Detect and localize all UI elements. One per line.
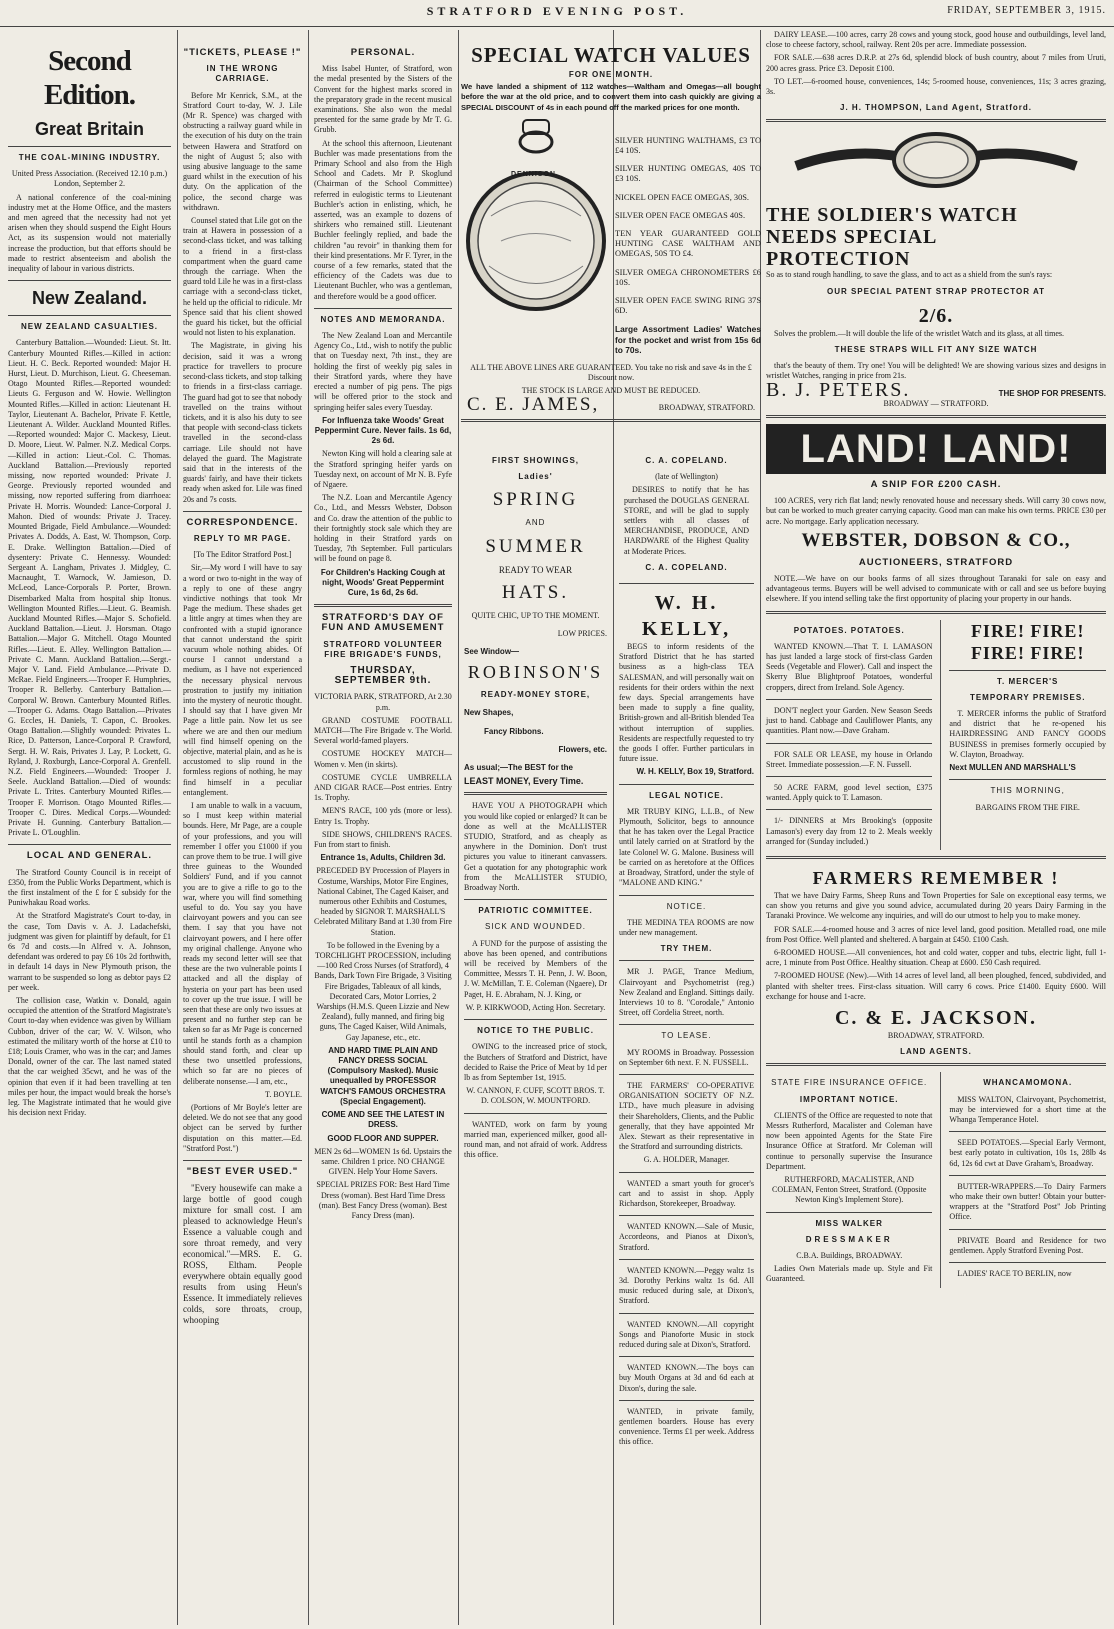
watch-item: NICKEL OPEN FACE OMEGAS, 30S.	[615, 192, 750, 202]
walker-body: Ladies Own Materials made up. Style and Fit Guaranteed.	[766, 1264, 933, 1284]
watch-ladies: Large Assortment Ladies' Watches for the pocket and wrist from 15s 6d to 70s.	[615, 324, 761, 355]
fun-item-6: Entrance 1s, Adults, Children 3d.	[320, 853, 446, 863]
fun-subheading: STRATFORD VOLUNTEER FIRE BRIGADE'S FUNDS,	[323, 639, 443, 659]
watch-item: SILVER OMEGA CHRONOMETERS £6 10S.	[615, 267, 761, 287]
fire-office-signature: RUTHERFORD, MACALISTER, AND COLEMAN, Fenton Street, Stratford. (Opposite Newton King's Implement Store).	[771, 1174, 927, 1205]
wanted-6: WANTED, in private family, gentlemen boarders. House has every convenience. Terms £1 per week. Address this office.	[619, 1406, 754, 1447]
coal-byline: United Press Association. (Received 12.10 p.m.) London, September 2.	[11, 169, 168, 189]
column-2	[183, 30, 302, 1625]
land-heading: LAND! LAND!	[766, 424, 1106, 474]
column-5	[619, 446, 754, 1625]
watch-item: SILVER OPEN FACE OMEGAS 40S.	[615, 210, 746, 220]
kelly-signature: W. H. KELLY, Box 19, Stratford.	[636, 767, 754, 777]
fun-date: THURSDAY, SEPTEMBER 9th.	[334, 664, 432, 687]
wanted-5: WANTED KNOWN.—The boys can buy Mouth Organs at 3d and 6d each at Dixon's, during the sale.	[619, 1363, 754, 1393]
land-subheading: A SNIP FOR £200 CASH.	[870, 479, 1002, 491]
coal-body: A national conference of the coal-mining industry met at the Home Office, and the masters and men agreed that the necessity had not yet arisen when they should suspend the Eight Hours Act, as its suspension would not materially increase the production, but that efforts should be made to restrict absenteeism and abolish the inequality of labour in various districts.	[8, 192, 171, 274]
dairy-lease: DAIRY LEASE.—100 acres, carry 28 cows and young stock, good house and outbuildings, level land, close to cheese factory, school, railway. Rent 20s per acre. Immediate possession.	[766, 30, 1106, 50]
robinsons-low: LOW PRICES.	[557, 628, 607, 638]
page-medium-ad: MR J. PAGE, Trance Medium, Clairvoyant and Psychometrist (reg.) New Zealand and England. Sittings daily. Interviews 10 to 8. "Corodale," Antonio Street, off Cordelia Street, north.	[619, 967, 754, 1018]
farmers-sale-2: 6-ROOMED HOUSE.—All conveniences, hot and cold water, copper and tubs, electric light, full 1-acre, 1 minute from Post Office. Healthy situation. Cheap at £600. £50 Cash required.	[766, 947, 1106, 968]
potatoes-heading: POTATOES. POTATOES.	[793, 625, 905, 635]
column-rule	[458, 30, 459, 1625]
personal-body-1: Miss Isabel Hunter, of Stratford, won the medal presented by the Sisters of the Convent for the highest marks scored in the preparatory grade in the recent musical examinations. She also won the medal presented for the same grade by Mr T. G. Grubb.	[314, 64, 452, 135]
walker-address: C.B.A. Buildings, BROADWAY.	[796, 1251, 903, 1260]
nz-heading: New Zealand.	[31, 288, 148, 309]
mercer-next: Next MULLEN AND MARSHALL'S	[949, 763, 1076, 773]
mercer-heading: T. MERCER'S	[997, 676, 1059, 686]
ladies-race-ad: LADIES' RACE TO BERLIN, now	[957, 1269, 1072, 1278]
watch-item: TEN YEAR GUARANTEED GOLD HUNTING CASE WALTHAM AND OMEGAS, 50S TO £4.	[615, 229, 761, 259]
column-1	[8, 30, 171, 1625]
strap-price: 2/6.	[918, 304, 954, 327]
walker-name: MISS WALKER	[815, 1218, 883, 1228]
robinsons-chic: QUITE CHIC, UP TO THE MOMENT.	[471, 610, 600, 620]
fun-item-1: GRAND COSTUME FOOTBALL MATCH—The Fire Brigade v. The World. Several world-famed players.	[314, 715, 452, 746]
column-rule	[177, 30, 178, 1625]
fun-procession: PRECEDED BY Procession of Players in Costume, Warships, Motor Fire Engines, National Cabinet, The Caged Kaiser, and numerous other Exhibits and Costumes, headed by SIGNOR T. MARSHALL'S Celebrated Military Band at 1.30 from Fire Station.	[314, 866, 452, 937]
patriotic-subheading: SICK AND WOUNDED.	[484, 922, 586, 932]
wanted-4: WANTED KNOWN.—All copyright Songs and Pianoforte Music in stock reduced during sale at Dixon's, Stratford.	[619, 1319, 754, 1349]
soldier-heading-2: NEEDS SPECIAL	[766, 226, 938, 249]
farmers-heading: FARMERS REMEMBER !	[812, 867, 1060, 888]
strap-body: Solves the problem.—It will double the life of the wristlet Watch and its glass, at all times.	[774, 328, 1065, 338]
farmers-sale-3: 7-ROOMED HOUSE (New).—With 14 acres of level land, all been ploughed, fenced, subdivided, and planted with shelter trees. First-class situation. Will carry 6 cows. Price £1400. Equity £600. Will exchange for house and 1-acre.	[766, 971, 1106, 1001]
fire-office-heading: STATE FIRE INSURANCE OFFICE.	[771, 1078, 928, 1088]
fun-dress: AND HARD TIME PLAIN AND FANCY DRESS SOCIAL (Compulsory Masked). Music unequalled by PROFESSOR WATCH'S FAMOUS ORCHESTRA (Special Engagement).	[320, 1045, 446, 1106]
copeland-sub: (late of Wellington)	[655, 472, 718, 482]
robinsons-ribbons: Fancy Ribbons.	[484, 726, 544, 736]
robinsons-store: READY-MONEY STORE,	[480, 690, 591, 700]
best-ever-body: "Every housewife can make a large bottle of good cough mixture for small cost. I am pleased to acknowledge Heun's Essence a valuable cough and sore throat remedy, and very economical."—MRS. E. G. ROSS, Eltham. People everywhere obtain equally good results from using Heun's Essence. It immediately relieves colds, sore throats, croup, whooping	[183, 1183, 302, 1326]
correspondence-note: (Portions of Mr Boyle's letter are deleted. We do not see that any good object can be served by further disputation on this matter.—Ed. "Stratford Post.")	[183, 1102, 302, 1153]
great-britain-heading: Great Britain	[34, 119, 145, 139]
bottom-right-subcolumn	[949, 1072, 1106, 1287]
tickets-body-3: The Magistrate, in giving his decision, said it was a wrong practice for travellers to procure second-class tickets, and stop talking to friends in a first-class carriage. The guard had got to see that nobody travelled on the trains without tickets, and it is also his duty to see that people with second-class tickets travelled in the second-class carriage. Lile should not have delayed the guard. The Magistrate said that in the interests of the guards' fairly, and have their tickets ready when asked for. Lile was fined 20s and 7s costs.	[183, 341, 302, 504]
correspondence-heading: CORRESPONDENCE.	[186, 516, 299, 528]
medina-notice: THE MEDINA TEA ROOMS are now under new management.	[619, 917, 754, 937]
dinners-ad: 1/- DINNERS at Mrs Brooking's (opposite Lamason's) every day from 12 to 2. Meals weekly arranged for (Sunday included.)	[766, 816, 933, 846]
strap-heading: OUR SPECIAL PATENT STRAP PROTECTOR AT	[826, 286, 1046, 296]
patriotic-heading: PATRIOTIC COMMITTEE.	[478, 906, 593, 916]
correspondence-signature: T. BOYLE.	[265, 1089, 302, 1099]
bargains-fire: BARGAINS FROM THE FIRE.	[975, 802, 1080, 812]
copeland-ad	[619, 446, 754, 584]
coop-signature: G. A. HOLDER, Manager.	[643, 1155, 730, 1165]
watch-price-list	[615, 136, 761, 363]
robinsons-see: See Window—	[464, 647, 520, 657]
farmers-sale-1: FOR SALE.—4-roomed house and 3 acres of nice level land, good position. Metalled road, one mile from Post Office. Well planted and sheltered. A bargain at £450. £100 Cash.	[766, 924, 1106, 944]
webster-subheading: AUCTIONEERS, STRATFORD	[858, 556, 1014, 568]
column-3	[314, 30, 452, 1625]
robinsons-name: ROBINSON'S	[467, 662, 604, 683]
personal-heading: PERSONAL.	[350, 47, 416, 58]
robinsons-spring: SPRING	[492, 489, 579, 511]
notes-body-2: Newton King will hold a clearing sale at the Stratford springing heifer yards on Tuesday next, on account of Mr N. B. Fyfe of Ngaere.	[314, 449, 452, 489]
peters-tagline: THE SHOP FOR PRESENTS.	[998, 388, 1106, 398]
tickets-subheading: IN THE WRONG CARRIAGE.	[206, 64, 279, 84]
mid-split	[766, 620, 1106, 850]
for-sale-block: FOR SALE.—638 acres D.R.P. at 27s 6d, splendid block of bush country, about 7 miles from Uruti, 200 acres grass. Price £3. Deposit £100.	[766, 53, 1106, 73]
peters-address: BROADWAY — STRATFORD.	[883, 398, 989, 408]
copeland-body: DESIRES to notify that he has purchased the DOUGLAS GENERAL STORE, and will be glad to supply settlers with all classes of MERCHANDISE, PRODUCE, AND HARDWARE of the Highest Quality at Moderate Prices.	[624, 485, 749, 556]
robinsons-shapes: New Shapes,	[464, 708, 514, 718]
robinsons-first: FIRST SHOWINGS,	[492, 456, 579, 465]
tickets-heading: "TICKETS, PLEASE !"	[183, 47, 302, 58]
column-6	[766, 30, 1106, 1625]
soldier-body: So as to stand rough handling, to save the glass, and to act as a shield from the sun's rays:	[766, 270, 1053, 280]
column-rule	[308, 30, 309, 1625]
tickets-body-1: Before Mr Kenrick, S.M., at the Stratford Court to-day, W. J. Lile (Mr R. Spence) was charged with obstructing a railway guard while in the execution of his duty on the train between Hawera and Stratford on the night of August 5; also with using abusive language to the same guard whilst in the execution of his duty. On the application of the police, the second charge was withdrawn.	[183, 90, 302, 212]
mercer-body: T. MERCER informs the public of Stratford and district that he re-opened his HAIRDRESSING AND FANCY GOODS BUSINESS in premises formerly occupied by W. Clayton, Broadway.	[949, 709, 1106, 759]
fire-office-notice: IMPORTANT NOTICE.	[799, 1094, 899, 1104]
fun-item-5: SIDE SHOWS, CHILDREN'S RACES. Fun from start to finish.	[314, 829, 452, 850]
robinsons-hats: HATS.	[501, 581, 570, 603]
kelly-body: BEGS to inform residents of the Stratford District that he has started business as a high-class TEA SALESMAN, and will personally wait on residents for their orders within the next few days. Special arrangements have been made to supply a fine quality, British-grown and all-British blended Tea without interruption of supplies. Residents are respectfully requested to try the goods I offer. Further particulars in future issue.	[619, 642, 754, 764]
wristwatch-image	[766, 128, 1106, 198]
land-body: 100 ACRES, very rich flat land; newly renovated house and necessary sheds. Will carry 30 cows now, but can be worked to much greater carrying capacity. Good man can make his own terms. PRICE £30 per acre. No mortgage. Early application necessary.	[766, 496, 1106, 526]
fun-floor: GOOD FLOOR AND SUPPER.	[327, 1133, 439, 1143]
legal-heading: LEGAL NOTICE.	[649, 790, 724, 800]
notes-ad-2: For Children's Hacking Cough at night, Woods' Great Peppermint Cure, 1s 6d, 2s 6d.	[320, 567, 446, 597]
fire-office-body: CLIENTS of the Office are requested to note that Messrs Rutherford, Macalister and Coleman have now been appointed Agents for the State Fire Insurance Office at Stratford. Mr Coleman will continue to personally supervise the Insurance Department.	[766, 1110, 933, 1171]
left-subcolumn	[766, 620, 932, 850]
webster-name: WEBSTER, DOBSON & CO.,	[801, 529, 1071, 551]
fun-heading: STRATFORD'S DAY OF FUN AND AMUSEMENT	[321, 612, 445, 634]
casualties-body: Canterbury Battalion.—Wounded: Lieut. St. Itt. Canterbury Mounted Rifles.—Killed in action: Lieut. H. C. Beck. Reported wounded: Major H. Hurst, Lieut. D. Murchison, Lieut. G. Cheeseman. Otago Mounted Rifles.—Reported wounded: Lieuts G. Ferguson and W. Howie. Wellington Mounted Rifles.—Killed in action: Lieutenant H. Taylor, Lieutenant A. Bachelor, Private F. Kettle, Lieutenant A. Wilder. Auckland Mounted Rifles.—Reported wounded: Major C. Mackesy, Lieut. D. Moore, Lieut. W. Palmer. N.Z. Medical Corps.—Killed in action: Lieut.-Col. C. Thomas. Auckland Battalion.—Previously reported missing, now reported wounded: Private J. George. Previously reported wounded and missing, now reported suffering from diarrhoea: Private H. Morris. Wounded: Lance-Corporal J. Mahon. Died of wounds: Private J. Tracey. Mounted Brigade, Field Ambulance.—Wounded: Privates A. Dodds, A. East, W. Thompson, Corp. E. Drake. Wellington Battalion.—Died of dysentery: Private C. Hennessy. Wounded: Sergeant A. Langham, Privates J. Midgley, C. Macnaught, T. Warnock, W. Jamieson, D. McLeod, Lance-Corporals P. Porter, Brown. Disembarked Malta from hospital ship Itonus. Wellington Mounted Rifles.—Lieut. G. Beamish. Auckland Mounted Rifles.—Major S. Schofield. Auckland Battalion.—Lieut. J. Horsman. Otago Battalion.—Major G. Mitchell. Otago Mounted Rifles.—Lieut. E. Alley. Wellington Battalion.—Private C. Mann. Auckland Battalion.—Sergt.-Major V. Land. Field Ambulance.—Private D. McRae. Field Engineers.—Trooper F. Humphries, Trooper R. Bellerby. Canterbury Battalion.—Corporal W. Brown. Canterbury Mounted Rifles.—Trooper G. Adams. Otago Battalion.—Privates G. Eccles, H. Daniels, T. Capon, C. Brookes. Otago Battalion.—Slightly wounded: Privates L. Rice, D. Patterson, Lance-Corporal P. Crawford, Sergt. H. W. Rais, Privates J. Lay, P. Lockett, G. Ryland, J. Roxburgh, Lance-Corporal A. Grenfell. N.Z. Field Engineers.—Wounded: Trooper J. Seele. Auckland Battalion.—Died of wounds: Private L. Trites. Canterbury Mounted Rifles.—Trooper F. Morrison. Otago Mounted Rifles.—Trooper C. Dires. Medical Corps.—Wounded: Private H. Gunning. Canterbury Battalion.—Private L. O'Loughlin.	[8, 338, 171, 838]
to-lease-body: MY ROOMS in Broadway. Possession on September 6th next. F. N. FUSSELL.	[619, 1047, 754, 1067]
garden-ad: DON'T neglect your Garden. New Season Seeds just to hand. Cabbage and Cauliflower Plants, any quantities. Plant now.—Dave Graham.	[766, 705, 933, 736]
this-morning: THIS MORNING,	[990, 786, 1065, 796]
robinsons-ready: READY TO WEAR	[498, 564, 573, 575]
pocket-watch-image	[461, 116, 611, 351]
notes-body-1: The New Zealand Loan and Mercantile Agency Co., Ltd., wish to notify the public that on Tuesday next, 7th inst., they are holding the first of weekly pig sales in their Stratford yards, where they have erected a number of pig pens. The pigs will be offered prior to the stock and springing heifer sales every Tuesday.	[314, 331, 452, 412]
local-body-3: The collision case, Watkin v. Donald, again occupied the attention of the Stratford Magistrate's Court to-day when evidence was given by William Cubbon, driver of the car; W. V. Wilson, who estimated the military worth of the horse at £10 to £18; Louis Cramer, who was in the car; and James Donald, owner of the car. The last named stated that the car weighed 35cwt, and he was of the opinion that even if it had been travelling at ten miles per hour, the impact would break the horse's leg. The Magistrate intimated that he would give his decision next Friday.	[8, 996, 171, 1118]
robinsons-least: LEAST MONEY, Every Time.	[464, 776, 584, 787]
public-notice-signature: W. CANNON, F. CUFF, SCOTT BROS. T. D. COLSON, W. MOUNTFORD.	[466, 1086, 605, 1106]
peters-name: B. J. PETERS.	[766, 378, 911, 401]
fun-prizes: SPECIAL PRIZES FOR: Best Hard Time Dress (woman). Best Hard Time Dress (man). Best Fancy Dress (woman). Best Fancy Dress (man).	[316, 1180, 450, 1220]
wanted-2: WANTED KNOWN.—Sale of Music, Accordeons, and Pianos at Dixon's, Stratford.	[619, 1222, 754, 1252]
soldier-heading-1: THE SOLDIER'S WATCH	[766, 204, 1018, 227]
watch-heading: SPECIAL WATCH VALUES	[471, 43, 751, 67]
mercer-subheading: TEMPORARY PREMISES.	[969, 692, 1086, 702]
notes-heading: NOTES AND MEMORANDA.	[320, 314, 446, 324]
bottom-left-subcolumn	[766, 1072, 932, 1287]
whanga-heading: WHANCAMOMONA.	[983, 1078, 1073, 1088]
copeland-signature: C. A. COPELAND.	[645, 562, 728, 572]
acre-farm: 50 ACRE FARM, good level section, £375 wanted. Apply quick to T. Lamason.	[766, 782, 933, 803]
studio-ad: HAVE YOU A PHOTOGRAPH which you would like copied or enlarged? It can be done as well at the McALLISTER STUDIO, Stratford, and as cheaply as anywhere in the Dominion. Don't trust pictures you value to itinerant canvassers. Get a quotation for any photographic work from the McALLISTER STUDIO, Broadway North.	[464, 801, 607, 893]
best-ever-heading: "BEST EVER USED."	[186, 1165, 299, 1177]
casualties-heading: NEW ZEALAND CASUALTIES.	[20, 322, 159, 332]
to-let-houses: TO LET.—6-roomed house, conveniences, 14s; 5-roomed house, conveniences, 11s; 3 acres grazing, 3s.	[766, 76, 1106, 97]
bottom-split	[766, 1072, 1106, 1287]
webster-body: NOTE.—We have on our books farms of all sizes throughout Taranaki for sale on easy and advantageous terms. Buyers will be well advised to communicate with or call and see us before buying elsewhere. If you intend selling take the first opportunity of placing your property in our hands.	[766, 574, 1106, 604]
medina-sub: TRY THEM.	[660, 944, 713, 954]
notes-ad-1: For Influenza take Woods' Great Peppermint Cure. Never fails. 1s 6d, 2s 6d.	[314, 415, 452, 446]
watch-brand: DENNISON	[511, 170, 556, 178]
issue-date: FRIDAY, SEPTEMBER 3, 1915.	[947, 5, 1106, 16]
to-lease-heading: TO LEASE.	[661, 1031, 712, 1041]
notice-heading: NOTICE.	[666, 901, 707, 911]
fun-evening: To be followed in the Evening by a TORCHLIGHT PROCESSION, including—100 Red Cross Nurses (of Stratford), 4 Bands, Dark Town Fire Brigade, 3 Visiting Fire Brigades, Tableaux of all kinds, Decorated Cars, Motor Lorries, 2 Warships (H.M.S. Queen Lizzie and New Zealand), fully manned, and firing big guns, The Caged Kaiser, Wild Animals, Gay Japanese, etc., etc.	[314, 940, 452, 1042]
correspondence-body-1: Sir,—My word I will have to say a word or two to-night in the way of a reply to one of these angry vindictive nothings that took Mr Page the medium. These shades get a little angry at times when they are confronted with a stupid ignorance that cannot understand the spirit vacuum whole nothing abides. Of course I cannot understand a medium, as I have not experienced the necessary physical nervous prostration to justify my initiation into the mystery of neurotic thought. I should say that I have given Mr Page a little pain. Now let us see where we are and then our medium will find himself opening on the objective, material plain, and as he is accustomed to slip round in the formless regions of nothing, he may find himself in a peculiar entanglement.	[183, 563, 302, 797]
patriotic-body: A FUND for the purpose of assisting the above has been opened, and contributions will be received by Members of the Committee, Messrs T. H. Penn, J. W. Boon, J. W. McMillan, T. E. Coleman (Ngaere), Dr Paget, H. E. Abraham, N. J. King, or	[464, 938, 607, 999]
coal-heading: THE COAL-MINING INDUSTRY.	[18, 153, 161, 162]
soldier-heading-3: PROTECTION	[766, 248, 911, 271]
watch-item: SILVER HUNTING WALTHAMS, £3 TO £4 10S.	[615, 135, 761, 156]
watch-firm: C. E. JAMES,	[467, 393, 600, 415]
watch-subheading: FOR ONE MONTH.	[568, 70, 654, 79]
robinsons-flowers: Flowers, etc.	[558, 744, 607, 754]
watch-item: SILVER OPEN FACE SWING RING 37S 6D.	[615, 296, 761, 316]
tickets-body-2: Counsel stated that Lile got on the train at Hawera in possession of a second-class ticket, and was talking to a friend in a first-class compartment when the guard came through the carriage. When the guard told Lile he was in a first-class carriage with a second-class ticket, he held up the official to ridicule. Mr Spence said that his client showed the guard his ticket, but the official would not listen to his explanation.	[183, 216, 302, 338]
legal-body: MR TRUBY KING, L.L.B., of New Plymouth, Solicitor, begs to announce that he has taken over the Legal Practice until lately carried on at Stratford by the late Colonel W. G. Malone. Business will be carried on as heretofore at the Offices at Broadway, Stratford, under the style of "MALONE AND KING."	[619, 806, 754, 888]
watch-guarantee: ALL THE ABOVE LINES ARE GUARANTEED. You take no risk and save 4s in the £ Discount now.	[470, 363, 752, 383]
personal-body-2: At the school this afternoon, Lieutenant Buchler was made presentations from the Primary School and also from the High School and Cadets. Mr P. Skoglund (Chairman of the School Committee) referred in eulogistic terms to Lieutenant Buchler's action in enlisting, which, he asserted, was an example to dozens of shirkers who remained still. Lieutenant Buchler feelingly replied, and bade the children "au revoir" in thanking them for their kind presentations. Mr F. Tyrer, in the course of a few remarks, stated that the efficiency of the Cadets was due to Lieutenant Buchler, who was a gentleman, and therefore would be a good officer.	[314, 138, 452, 301]
wanted-farm-work: WANTED, work on farm by young married man, experienced milker, good all-round man, and not afraid of work. Address this office.	[464, 1119, 607, 1160]
jackson-agents: LAND AGENTS.	[900, 1047, 972, 1057]
fun-latest: COME AND SEE THE LATEST IN DRESS.	[321, 1110, 445, 1130]
watch-stock: THE STOCK IS LARGE AND MUST BE REDUCED.	[521, 386, 701, 396]
local-heading: LOCAL AND GENERAL.	[26, 850, 153, 862]
correspondence-body-2: I am unable to walk in a vacuum, so I must keep within material bounds. Here, Mr Page, are a couple of your professions, and you will remember I offer you £1000 if you can prove them to be true. I will give three guineas to the Wounded Soldiers' Fund, and if you cannot you are to give a rifle to go to the war, where you will find something useful to do. You say you have clairvoyant powers and you can see them. I say that you have not clairvoyant powers, and I here offer my original challenge. Anyone who reads my second letter will see that these are the two vulnerable points I attacked and all the display of hysteria on your part has been used to cover up the true issue. I will be seen that these are only two issues at present and no further step can be taken so far as Mr Page is concerned until he stands forth as a champion should stand forth, and clear up these two unsettled professions, which so far are no pieces of deliberate nonsense.—I am, etc.,	[183, 801, 302, 1086]
notes-body-3: The N.Z. Loan and Mercantile Agency Co., Ltd., and Messrs Webster, Dobson and Co. draw the attention of the public to their fortnightly stock sale which they are holding in their Stratford yards on Tuesday, 7th September. Full particulars will be found on page 8.	[314, 493, 452, 564]
public-notice-heading: NOTICE TO THE PUBLIC.	[477, 1026, 594, 1036]
butter-wrappers-ad: BUTTER-WRAPPERS.—To Dairy Farmers who make their own butter! Obtain your butter-wrappers at the "Stratford Post" Job Printing Office.	[949, 1181, 1106, 1222]
coop-notice: THE FARMERS' CO-OPERATIVE ORGANISATION SOCIETY OF N.Z. LTD., have much pleasure in advising their Shareholders, Clients, and the Public generally, that they have appointed Mr Alex. Stewart as their representative in the Stratford and surrounding districts.	[619, 1080, 754, 1152]
fun-item-2: COSTUME HOCKEY MATCH—Women v. Men (in skirts).	[314, 749, 452, 769]
jackson-address: BROADWAY, STRATFORD.	[887, 1030, 985, 1040]
robinsons-and: AND	[525, 518, 546, 528]
fun-place: VICTORIA PARK, STRATFORD, At 2.30 p.m.	[314, 692, 452, 712]
strap-body-2: that's the beauty of them. Try one! You will be delighted! We are showing various sizes and designs in wristlet Watches, ranging in price from 21s.	[766, 361, 1106, 381]
farmers-body: That we have Dairy Farms, Sheep Runs and Town Properties for Sale on exceptional easy terms, we can show you returns and give you sound advice, accumulated during 20 years Dairy Farming in the Taranaki Province. We welcome any inquiries, and will do our utmost to help you to make money.	[766, 890, 1106, 921]
patriotic-signature: W. P. KIRKWOOD, Acting Hon. Secretary.	[465, 1002, 606, 1012]
wanted-1: WANTED a smart youth for grocer's cart and to assist in shop. Apply Richardson, Storekeeper, Broadway.	[619, 1178, 754, 1208]
watch-ad	[461, 42, 761, 428]
local-body-1: The Stratford County Council is in receipt of £350, from the Public Works Department, which is the first instalment of the £ for £ subsidy for the Puniwhakau Road works.	[8, 867, 171, 908]
walton-ad: MISS WALTON, Clairvoyant, Psychometrist, may be interviewed for a short time at the Whanga Temperance Hotel.	[949, 1094, 1106, 1124]
private-board-ad: PRIVATE Board and Residence for two gentlemen. Apply Stratford Evening Post.	[949, 1235, 1106, 1255]
fun-item-3: COSTUME CYCLE UMBRELLA AND CIGAR RACE—Post entries. Entry 1s. Trophy.	[314, 772, 452, 803]
fire-heading: FIRE! FIRE! FIRE! FIRE!	[970, 620, 1085, 663]
fun-admission: MEN 2s 6d—WOMEN 1s 6d. Upstairs the same. Children 1 price. NO CHANGE GIVEN. Help Your Home Savers.	[314, 1146, 452, 1177]
watch-item: SILVER HUNTING OMEGAS, 40S TO £3 10S.	[615, 164, 761, 184]
right-subcolumn	[949, 620, 1106, 850]
masthead	[0, 0, 1114, 27]
local-body-2: At the Stratford Magistrate's Court to-day, in the case, Tom Davis v. A. J. Ladachefski, judgment was given for plaintiff by default, for £1 6s 7d and costs.—In Alfred v. A. Johnson, defendant was ordered to pay £6 10s 2d forthwith, in default 14 days in New Plymouth prison, the warrant to be suspended so long as debtor pays £2 per week.	[8, 911, 171, 992]
seed-potatoes-ad: SEED POTATOES.—Special Early Vermont, best early potato in cultivation, 10s 1s, 28lb 4s 6d, 12s 6d cwt at Dave Graham's, Broadway.	[949, 1138, 1106, 1168]
watch-intro: We have landed a shipment of 112 watches—Waltham and Omegas—all bought before the war at the old price, and to convert them into cash quickly are giving a SPECIAL DISCOUNT of 4s in each pound off the marked prices for one month.	[461, 82, 761, 112]
thompson-agent: J. H. THOMPSON, Land Agent, Stratford.	[840, 103, 1032, 113]
kelly-name: W. H. KELLY,	[641, 592, 732, 641]
correspondence-to: [To The Editor Stratford Post.]	[193, 550, 292, 560]
robinsons-ad	[464, 450, 607, 1163]
wanted-3: WANTED KNOWN.—Peggy waltz 1s 3d. Dorothy Perkins waltz 1s 6d. All music reduced during sale, at Dixon's, Stratford.	[619, 1265, 754, 1306]
copeland-name: C. A. COPELAND.	[645, 456, 728, 465]
robinsons-usual: As usual;—The BEST for the	[464, 763, 573, 773]
strap-fit: THESE STRAPS WILL FIT ANY SIZE WATCH	[834, 345, 1038, 355]
jackson-name: C. & E. JACKSON.	[834, 1006, 1037, 1029]
fun-item-4: MEN'S RACE, 100 yds (more or less). Entry 1s. Trophy.	[314, 806, 452, 826]
edition-heading: Second Edition.	[43, 45, 136, 111]
correspondence-subheading: REPLY TO MR PAGE.	[193, 533, 292, 543]
potatoes-body: WANTED KNOWN.—That T. I. LAMASON has just landed a large stock of first-class Garden Seeds (Vegetable and Flower). Call and inspect the Skerry Blue Blightproof Potatoes, wonderful croppers, direct from Ireland. Sole Agency.	[766, 641, 933, 692]
newspaper-title: STRATFORD EVENING POST.	[426, 4, 688, 18]
robinsons-summer: SUMMER	[485, 535, 586, 557]
house-lease: FOR SALE OR LEASE, my house in Orlando Street. Immediate possession.—F. N. Fussell.	[766, 749, 933, 769]
walker-dressmaker: DRESSMAKER	[805, 1234, 893, 1244]
public-notice-body: OWING to the increased price of stock, the Butchers of Stratford and District, have decided to Raise the Price of Meat by 1d per lb as from September 1st, 1915.	[464, 1042, 607, 1082]
watch-address: BROADWAY, STRATFORD.	[658, 402, 755, 412]
robinsons-ladies: Ladies'	[518, 472, 553, 482]
